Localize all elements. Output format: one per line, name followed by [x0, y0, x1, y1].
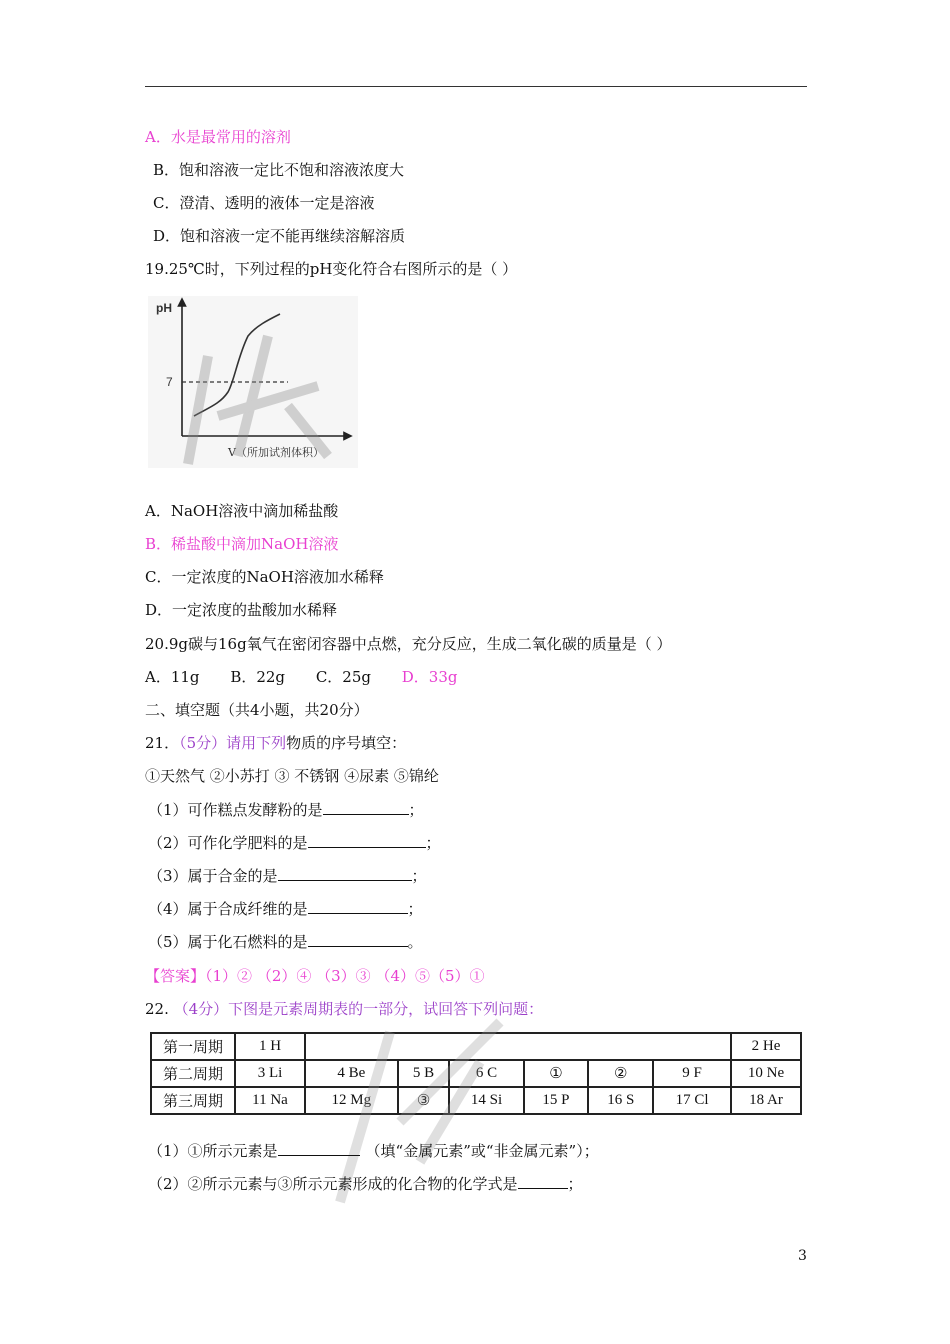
element-cell: 5 B: [398, 1060, 450, 1087]
answer-blank[interactable]: [323, 800, 409, 815]
q19-option-d: D．一定浓度的盐酸加水稀释: [145, 601, 338, 619]
element-cell: ②: [588, 1060, 653, 1087]
q19-option-c: C．一定浓度的NaOH溶液加水稀释: [145, 568, 384, 586]
periodic-table: [150, 1032, 802, 1115]
element-cell: ③: [398, 1087, 450, 1114]
q22-sub-1: [148, 1141, 599, 1161]
q21-item-5-text: （5）属于化石燃料的是: [148, 933, 308, 951]
q20-option-b: B．22g: [230, 668, 286, 686]
q21-choices: ①天然气 ②小苏打 ③ 不锈钢 ④尿素 ⑤锦纶: [145, 767, 439, 785]
q22-number: 22.: [145, 1000, 169, 1018]
q21-item-2-text: （2）可作化学肥料的是: [148, 834, 308, 852]
element-cell: 15 P: [524, 1087, 589, 1114]
answer-blank[interactable]: [518, 1174, 568, 1189]
answer-blank[interactable]: [308, 932, 408, 947]
q21-item-5-end: 。: [407, 933, 423, 951]
q21-item-1: [148, 800, 424, 820]
element-cell: 1 H: [235, 1033, 305, 1060]
q21-item-1-text: （1）可作糕点发酵粉的是: [148, 801, 323, 819]
element-cell: 11 Na: [235, 1087, 305, 1114]
q21-item-4: [148, 899, 423, 919]
element-cell: 18 Ar: [731, 1087, 801, 1114]
empty-cell: [305, 1033, 731, 1060]
q18-option-a: A．水是最常用的溶剂: [145, 128, 291, 146]
table-row: [151, 1060, 801, 1087]
q18-option-c: C．澄清、透明的液体一定是溶液: [153, 194, 375, 212]
table-row: [151, 1033, 801, 1060]
q21-answer: [145, 966, 485, 986]
element-cell: 10 Ne: [731, 1060, 801, 1087]
q22-sub-1-hint: （填“金属元素”或“非金属元素”）；: [365, 1142, 599, 1160]
answer-label: 【答案】: [145, 967, 206, 985]
q21-item-4-text: （4）属于合成纤维的是: [148, 900, 308, 918]
q21-stem-rest: 物质的序号填空：: [286, 734, 407, 752]
q20-option-a: A．11g: [145, 668, 200, 686]
answer-blank[interactable]: [278, 1141, 360, 1156]
q22-sub-2-end: ；: [567, 1175, 583, 1193]
q21-item-2: [148, 833, 441, 853]
element-cell: 17 Cl: [653, 1087, 731, 1114]
ph-graph: [148, 296, 358, 468]
q22-sub-2: [148, 1174, 583, 1194]
table-row: [151, 1087, 801, 1114]
q18-option-b: B．饱和溶液一定比不饱和溶液浓度大: [153, 161, 405, 179]
q21-item-3: [148, 866, 427, 886]
q21-score-intro: （5分）请用下列: [179, 734, 287, 752]
answer-blank[interactable]: [308, 899, 408, 914]
element-cell: 6 C: [449, 1060, 523, 1087]
element-cell: 12 Mg: [305, 1087, 398, 1114]
q22-sub-2-text: （2）②所示元素与③所示元素形成的化合物的化学式是: [148, 1175, 518, 1193]
q19-stem: 19.25℃时，下列过程的pH变化符合右图所示的是（ ）: [145, 260, 518, 278]
q19-option-b: B．稀盐酸中滴加NaOH溶液: [145, 535, 339, 553]
answer-blank[interactable]: [308, 833, 426, 848]
q19-option-a: A．NaOH溶液中滴加稀盐酸: [145, 502, 339, 520]
period-label: 第一周期: [151, 1033, 235, 1060]
period-label: 第三周期: [151, 1087, 235, 1114]
q20-option-d: D．33g: [401, 668, 458, 686]
q21-item-2-end: ；: [425, 834, 441, 852]
y-axis-label: pH: [156, 301, 172, 315]
section-2-heading: 二、填空题（共4小题，共20分）: [145, 701, 369, 719]
q21-number: 21．: [145, 734, 180, 752]
element-cell: 14 Si: [449, 1087, 523, 1114]
answer-text: （1）② （2）④ （3）③ （4）⑤（5）①: [205, 967, 485, 985]
element-cell: 4 Be: [305, 1060, 398, 1087]
q20-option-c: C．25g: [315, 668, 371, 686]
q20-options: [145, 667, 483, 687]
element-cell: 16 S: [588, 1087, 653, 1114]
q22-stem-text: （4分）下图是元素周期表的一部分，试回答下列问题：: [173, 1000, 544, 1018]
element-cell: 2 He: [731, 1033, 801, 1060]
page-number: 3: [798, 1248, 807, 1264]
q21-item-1-end: ；: [408, 801, 424, 819]
q20-stem: 20.9g碳与16g氧气在密闭容器中点燃，充分反应，生成二氧化碳的质量是（ ）: [145, 635, 672, 653]
element-cell: 9 F: [653, 1060, 731, 1087]
q21-stem: [145, 733, 406, 753]
x-axis-label: V（所加试剂体积）: [228, 446, 324, 459]
q21-item-3-text: （3）属于合金的是: [148, 867, 278, 885]
q18-option-d: D．饱和溶液一定不能再继续溶解溶质: [153, 227, 406, 245]
element-cell: 3 Li: [235, 1060, 305, 1087]
header-rule: [145, 86, 807, 87]
element-cell: ①: [524, 1060, 589, 1087]
q22-stem: [145, 999, 543, 1019]
q22-sub-1-text: （1）①所示元素是: [148, 1142, 278, 1160]
q21-item-5: [148, 932, 423, 952]
q21-item-4-end: ；: [407, 900, 423, 918]
answer-blank[interactable]: [278, 866, 412, 881]
ph7-label: 7: [166, 375, 173, 389]
period-label: 第二周期: [151, 1060, 235, 1087]
q21-item-3-end: ；: [411, 867, 427, 885]
